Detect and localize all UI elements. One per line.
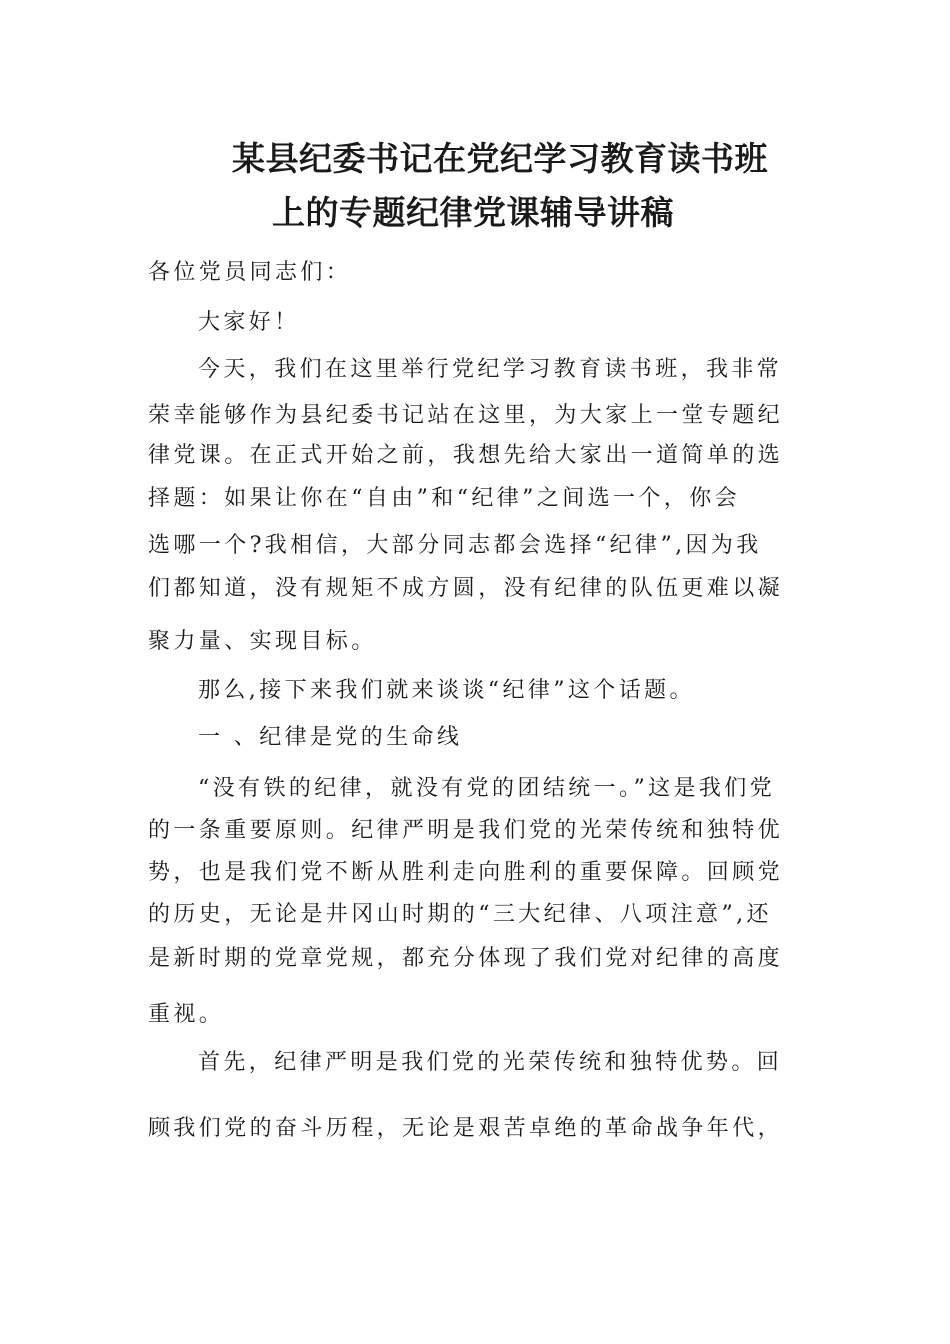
paragraph-1-line-6: 们都知道，没有规矩不成方圆，没有纪律的队伍更难以凝 — [148, 576, 784, 601]
paragraph-1-line-1: 今天，我们在这里举行党纪学习教育读书班，我非常 — [198, 357, 783, 382]
paragraph-3-line-4: 的历史，无论是井冈山时期的“三大纪律、八项注意”,还 — [148, 902, 772, 927]
paragraph-2: 那么,接下来我们就来谈谈“纪律”这个话题。 — [198, 678, 695, 703]
paragraph-3-line-3: 势，也是我们党不断从胜利走向胜利的重要保障。回顾党 — [148, 860, 784, 885]
paragraph-1-line-2: 荣幸能够作为县纪委书记站在这里，为大家上一堂专题纪 — [148, 403, 784, 428]
paragraph-4-line-2: 顾我们党的奋斗历程，无论是艰苦卓绝的革命战争年代， — [148, 1116, 784, 1141]
section-1-heading: 一 、纪律是党的生命线 — [198, 725, 463, 750]
paragraph-1-line-5: 选哪一个?我相信，大部分同志都会选择“纪律”,因为我 — [148, 533, 762, 558]
paragraph-1-line-4: 择题：如果让你在“自由”和“纪律”之间选一个，你会 — [148, 486, 740, 511]
paragraph-3-line-1: “没有铁的纪律，就没有党的团结统一。”这是我们党 — [198, 776, 776, 801]
paragraph-4-line-1: 首先，纪律严明是我们党的光荣传统和独特优势。回 — [198, 1050, 783, 1075]
paragraph-1-line-7: 聚力量、实现目标。 — [148, 629, 377, 654]
paragraph-3-line-2: 的一条重要原则。纪律严明是我们党的光荣传统和独特优 — [148, 818, 784, 843]
paragraph-3-line-6: 重视。 — [148, 1002, 225, 1027]
paragraph-1-line-3: 律党课。在正式开始之前，我想先给大家出一道简单的选 — [148, 443, 784, 468]
document-title-line-1: 某县纪委书记在党纪学习教育读书班 — [232, 139, 768, 178]
paragraph-3-line-5: 是新时期的党章党规，都充分体现了我们党对纪律的高度 — [148, 946, 784, 971]
greeting: 大家好！ — [198, 310, 300, 335]
document-title-line-2: 上的专题纪律党课辅导讲稿 — [272, 193, 674, 232]
salutation: 各位党员同志们： — [148, 260, 352, 285]
